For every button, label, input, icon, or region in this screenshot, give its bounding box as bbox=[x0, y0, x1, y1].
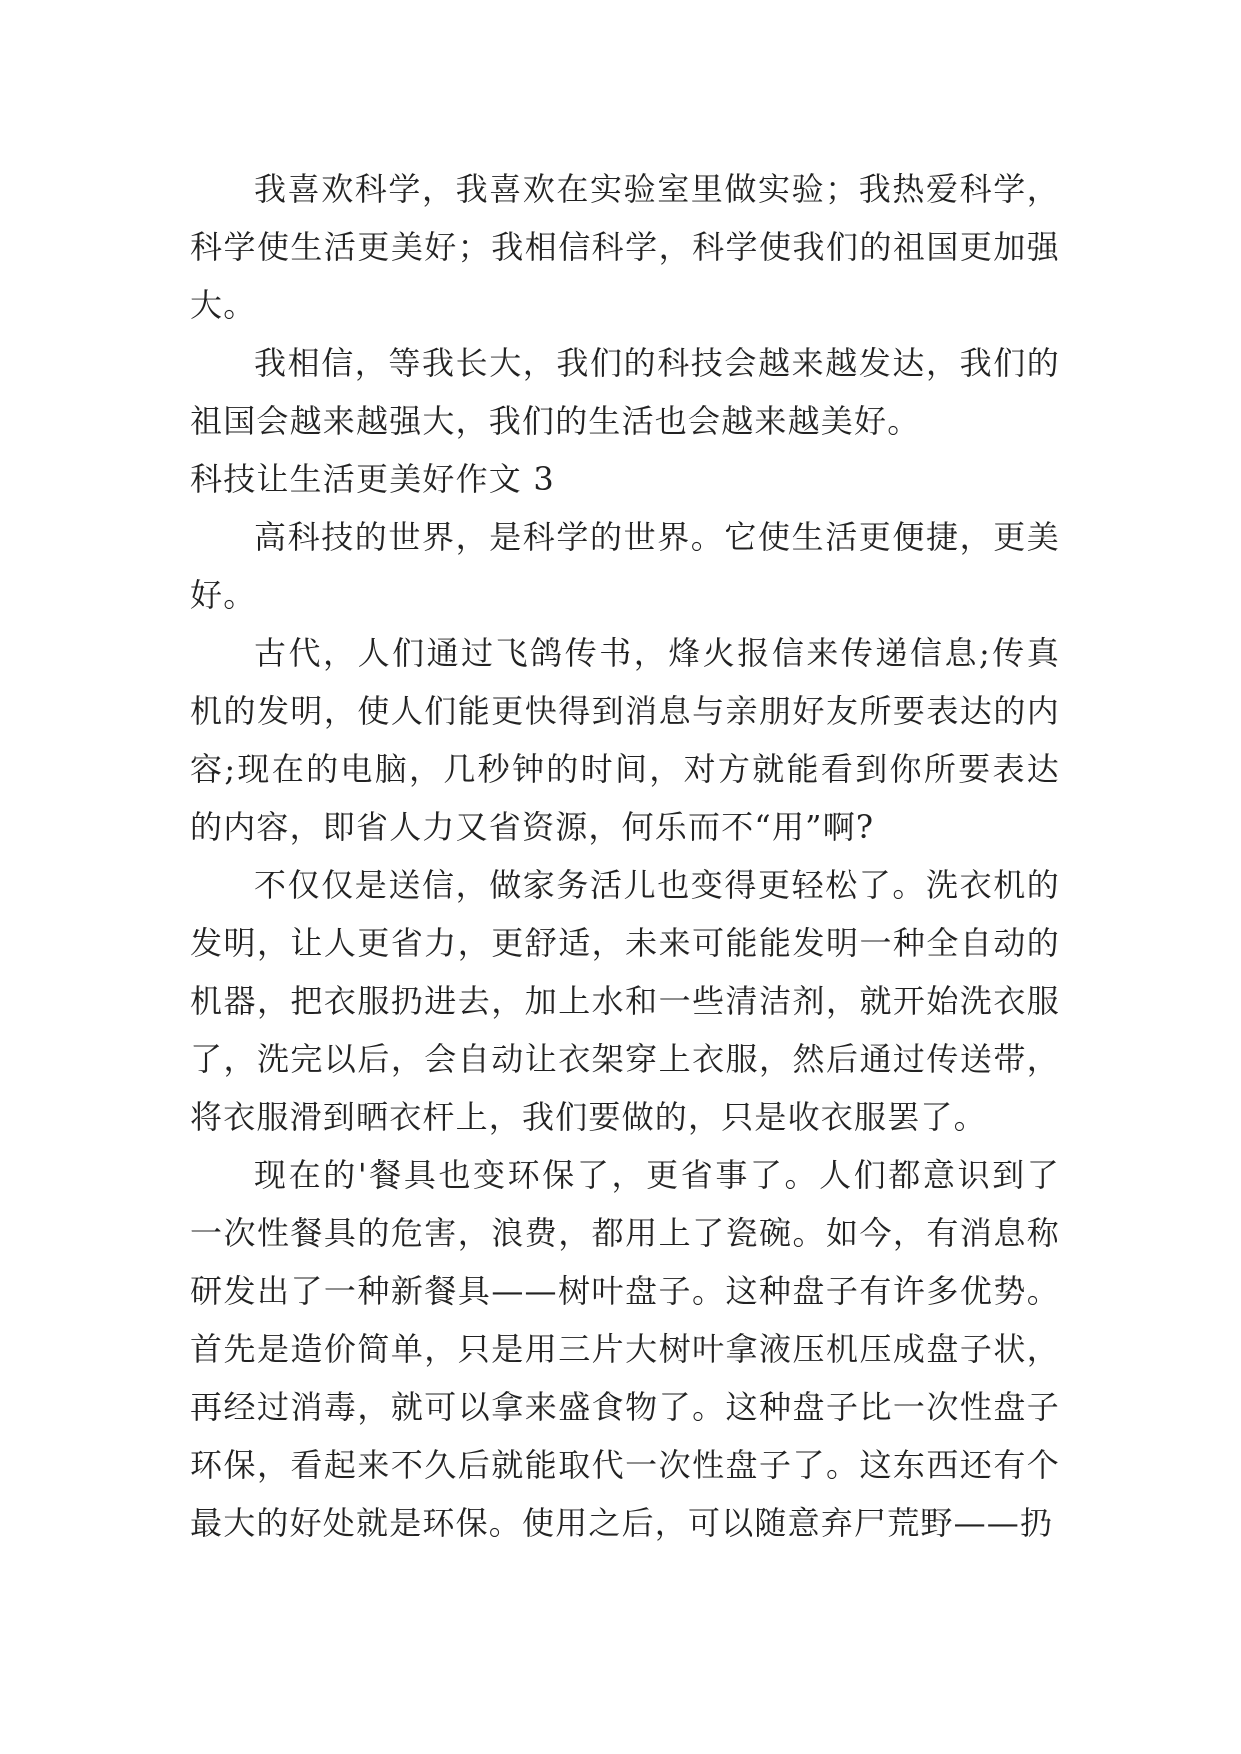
paragraph-communication: 古代，人们通过飞鸽传书，烽火报信来传递信息;传真机的发明，使人们能更快得到消息与亲朋好友所要表达的内容;现在的电脑，几秒钟的时间，对方就能看到你所要表达的内容，即省人力又省资源，何乐而不“用”啊? bbox=[190, 634, 1060, 846]
paragraph-science-love: 我喜欢科学，我喜欢在实验室里做实验；我热爱科学，科学使生活更美好；我相信科学，科学使我们的祖国更加强大。 bbox=[190, 170, 1060, 324]
paragraph-housework: 不仅仅是送信，做家务活儿也变得更轻松了。洗衣机的发明，让人更省力，更舒适，未来可能能发明一种全自动的机器，把衣服扔进去，加上水和一些清洁剂，就开始洗衣服了，洗完以后，会自动让衣架穿上衣服，然后通过传送带，将衣服滑到晒衣杆上，我们要做的，只是收衣服罢了。 bbox=[190, 866, 1060, 1136]
paragraph-future-belief: 我相信，等我长大，我们的科技会越来越发达，我们的祖国会越来越强大，我们的生活也会越来越美好。 bbox=[190, 344, 1060, 440]
paragraph-tableware: 现在的'餐具也变环保了，更省事了。人们都意识到了一次性餐具的危害，浪费，都用上了瓷碗。如今，有消息称研发出了一种新餐具——树叶盘子。这种盘子有许多优势。首先是造价简单，只是用三片大树叶拿液压机压成盘子状，再经过消毒，就可以拿来盛食物了。这种盘子比一次性盘子环保，看起来不久后就能取代一次性盘子了。这东西还有个最大的好处就是环保。使用之后，可以随意弃尸荒野——扔 bbox=[190, 1156, 1060, 1542]
essay-heading: 科技让生活更美好作文 3 bbox=[190, 460, 555, 498]
paragraph-high-tech-world: 高科技的世界，是科学的世界。它使生活更便捷，更美好。 bbox=[190, 518, 1060, 614]
document-body bbox=[190, 160, 1060, 1552]
